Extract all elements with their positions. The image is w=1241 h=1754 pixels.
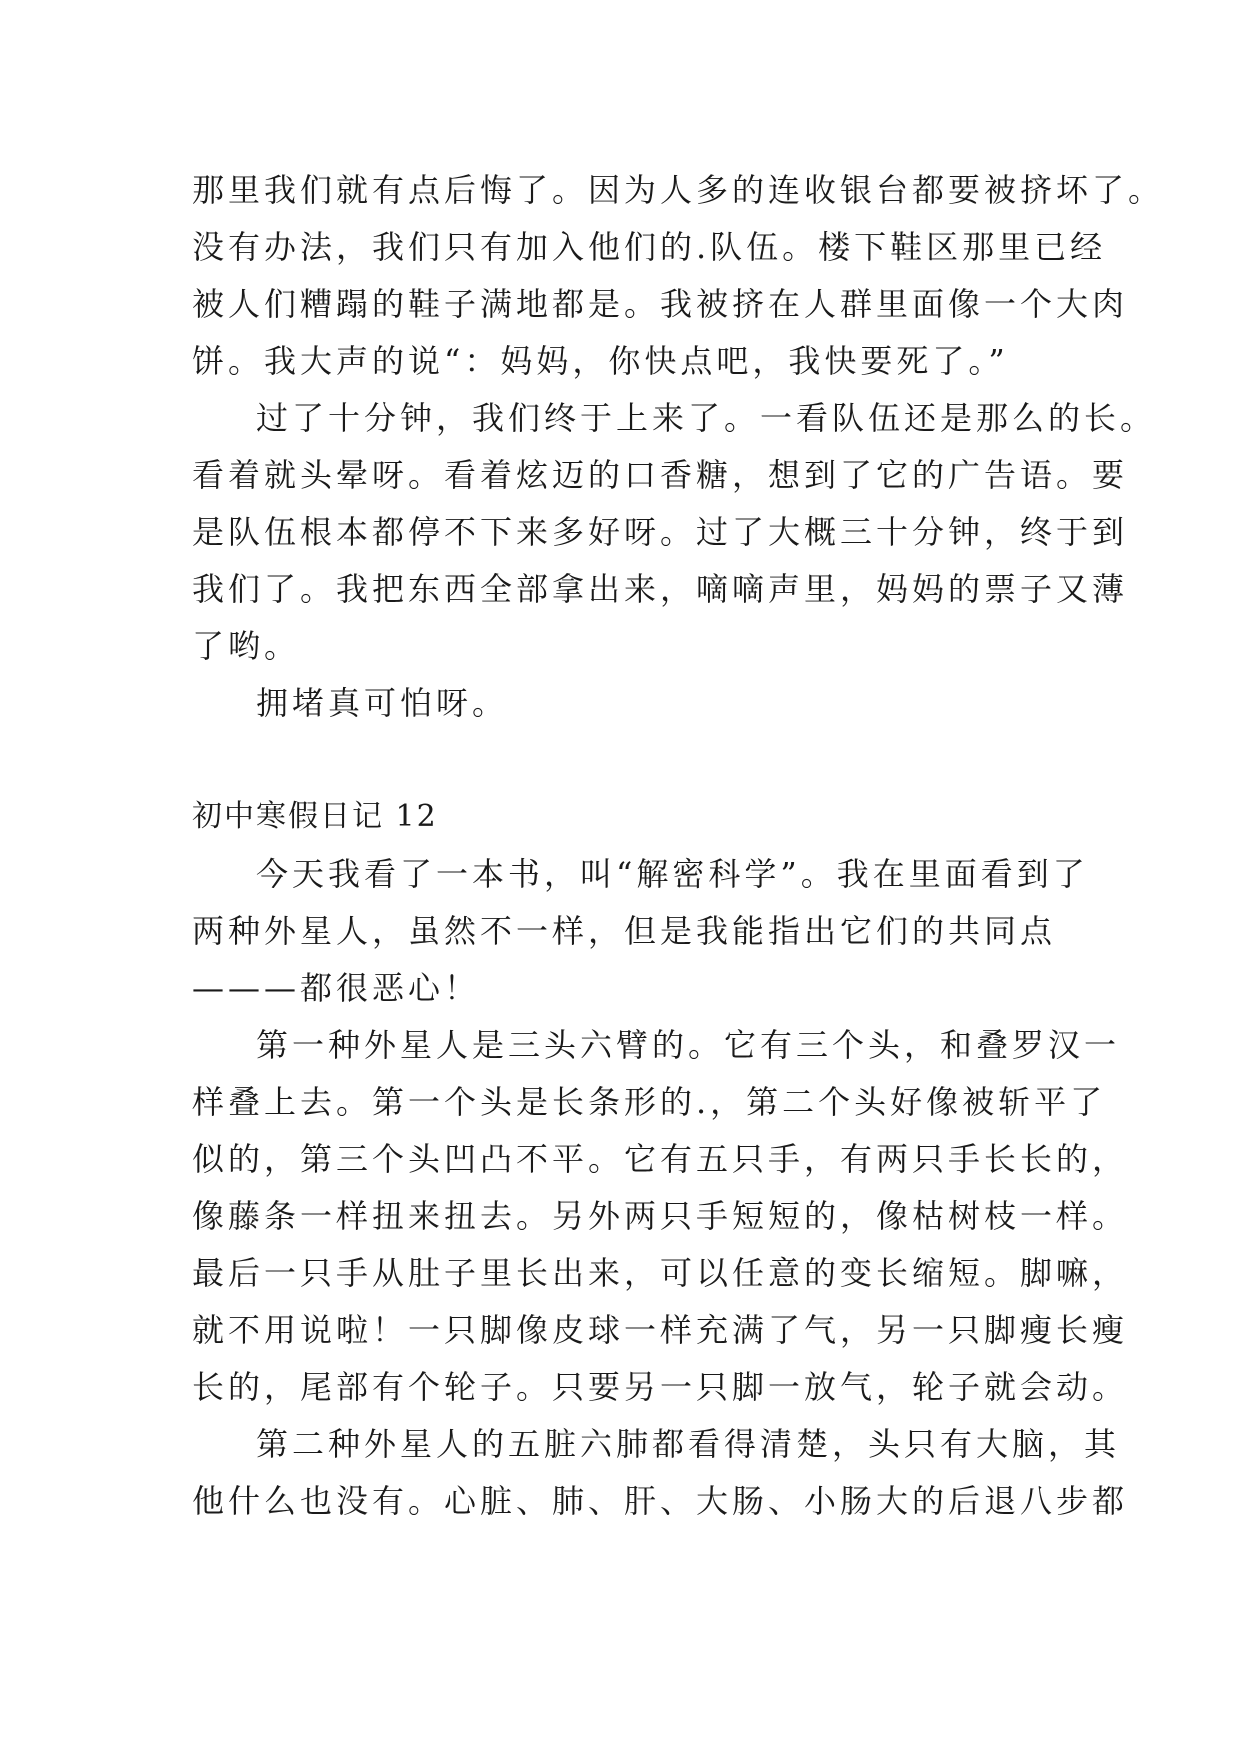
paragraph-line: 是队伍根本都停不下来多好呀。过了大概三十分钟，终于到 [192, 513, 1129, 551]
paragraph-line: 两种外星人，虽然不一样，但是我能指出它们的共同点 [192, 912, 1057, 950]
paragraph-line: 没有办法，我们只有加入他们的.队伍。楼下鞋区那里已经 [192, 228, 1107, 266]
paragraph-line: 我们了。我把东西全部拿出来，嘀嘀声里，妈妈的票子又薄 [192, 570, 1129, 608]
paragraph-line: 今天我看了一本书，叫“解密科学”。我在里面看到了 [256, 855, 1089, 893]
paragraph-line: 看着就头晕呀。看着炫迈的口香糖，想到了它的广告语。要 [192, 456, 1129, 494]
paragraph-line: 被人们糟蹋的鞋子满地都是。我被挤在人群里面像一个大肉 [192, 285, 1129, 323]
paragraph-line: 样叠上去。第一个头是长条形的.，第二个头好像被斩平了 [192, 1083, 1107, 1121]
paragraph-line: 第一种外星人是三头六臂的。它有三个头，和叠罗汉一 [256, 1026, 1121, 1064]
section-title: 初中寒假日记 12 [192, 799, 438, 834]
paragraph-line: 似的，第三个头凹凸不平。它有五只手，有两只手长长的， [192, 1140, 1129, 1178]
paragraph-line: 第二种外星人的五脏六肺都看得清楚，头只有大脑，其 [256, 1425, 1121, 1463]
paragraph-line: 过了十分钟，我们终于上来了。一看队伍还是那么的长。 [256, 399, 1157, 437]
paragraph-line: 最后一只手从肚子里长出来，可以任意的变长缩短。脚嘛， [192, 1254, 1129, 1292]
paragraph-line: 了哟。 [192, 627, 301, 665]
paragraph-line: 那里我们就有点后悔了。因为人多的连收银台都要被挤坏了。 [192, 171, 1165, 209]
paragraph-line: 他什么也没有。心脏、肺、肝、大肠、小肠大的后退八步都 [192, 1482, 1129, 1520]
paragraph-line: 就不用说啦！一只脚像皮球一样充满了气，另一只脚瘦长瘦 [192, 1311, 1129, 1349]
paragraph-line: 拥堵真可怕呀。 [256, 684, 509, 722]
paragraph-line: 长的，尾部有个轮子。只要另一只脚一放气，轮子就会动。 [192, 1368, 1129, 1406]
paragraph-line: 像藤条一样扭来扭去。另外两只手短短的，像枯树枝一样。 [192, 1197, 1129, 1235]
paragraph-line: ———都很恶心！ [192, 969, 481, 1007]
paragraph-line: 饼。我大声的说“：妈妈，你快点吧，我快要死了。” [192, 342, 1009, 380]
